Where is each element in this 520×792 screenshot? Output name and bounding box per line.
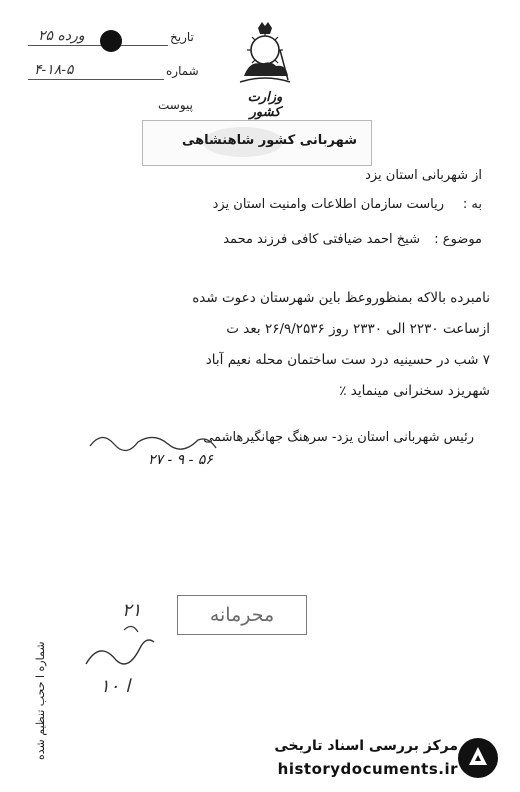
body-line: ۷ شب در حسینیه درد ست ساختمان محله نعیم آباد bbox=[205, 352, 490, 368]
attachment-label: پیوست bbox=[158, 98, 193, 112]
to-line bbox=[152, 197, 482, 219]
subject-value: شیخ احمد ضیافتی کافی فرزند محمد bbox=[223, 232, 420, 247]
number-label: شماره bbox=[166, 64, 199, 78]
to-label: به : bbox=[462, 197, 482, 212]
letterhead-title: شهربانی کشور شاهنشاهی bbox=[182, 133, 357, 148]
letterhead-box bbox=[142, 120, 372, 166]
date-underline bbox=[28, 45, 168, 46]
margin-scribble-icon bbox=[80, 620, 160, 680]
ministry-title: وزارت کشور bbox=[247, 90, 283, 120]
body-line: شهریزد سخنرانی مینماید ٪ bbox=[339, 383, 490, 399]
date-value: ۲۵ ورده bbox=[38, 28, 85, 44]
footer-url: historydocuments.ir bbox=[277, 760, 458, 778]
subject-line bbox=[152, 232, 482, 254]
from-line: از شهربانی استان یزد bbox=[365, 168, 482, 183]
footer-title: مرکز بررسی اسناد تاریخی bbox=[274, 738, 458, 754]
signature-scribble-icon bbox=[88, 426, 218, 456]
side-note: شماره ا ححب تنظیم شده bbox=[34, 641, 47, 760]
handwritten-date: ۲۷ - ۹ - ۵۶ bbox=[148, 452, 213, 468]
to-value: ریاست سازمان اطلاعات وامنیت استان یزد bbox=[212, 197, 444, 212]
subject-label: موضوع : bbox=[434, 232, 482, 247]
number-underline bbox=[28, 79, 164, 80]
redaction-mark bbox=[100, 30, 122, 52]
confidential-stamp: محرمانه bbox=[177, 595, 307, 635]
signature-line: رئیس شهربانی استان یزد- سرهنگ جهانگیرهاشمی bbox=[203, 430, 474, 445]
date-label: تاریخ bbox=[170, 30, 194, 44]
margin-note: ا ۱۰ bbox=[100, 676, 131, 697]
number-value: ۴-۱۸-۵ bbox=[34, 62, 74, 78]
number-row bbox=[20, 62, 200, 84]
lion-and-sun-emblem-icon bbox=[236, 20, 294, 86]
body-line: نامبرده بالاکه بمنظوروعظ باین شهرستان دعوت شده bbox=[192, 290, 490, 306]
margin-note: ۲۱ bbox=[122, 600, 142, 621]
body-line: ازساعت ۲۲۳۰ الی ۲۳۳۰ روز ۲۶/۹/۲۵۳۶ بعد ت bbox=[226, 321, 490, 337]
archive-logo-icon bbox=[455, 735, 501, 781]
